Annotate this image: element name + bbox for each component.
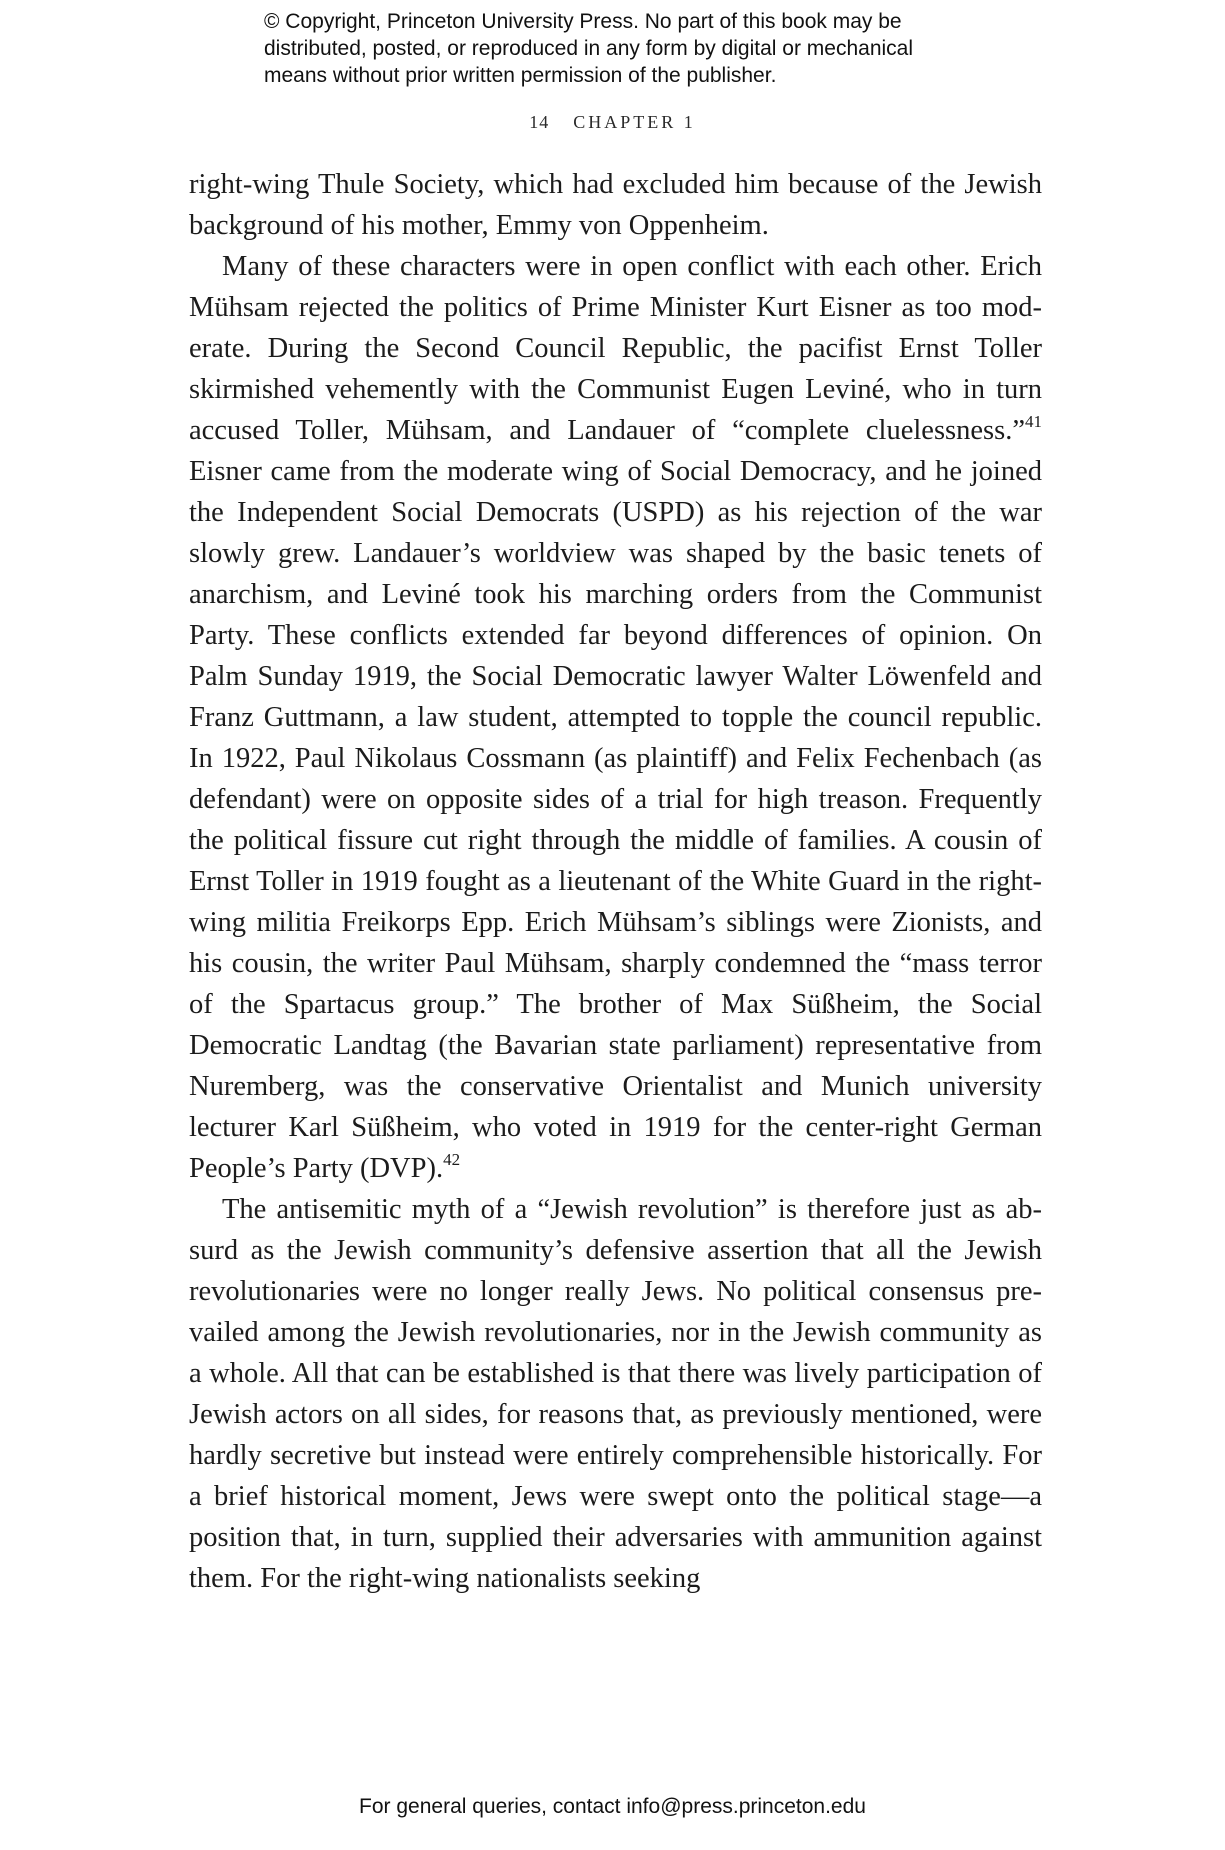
paragraph-2-text-a: Many of these characters were in open conflict with each other. Erich Mühsam rejected the politics of Prime Minister Kurt Eisner as too moderate. During the Second Council Republic, the pacifist Ernst Toller skirmished vehemently with the Communist Eugen Leviné, who in turn accused Toller, Mühsam, and Landauer of “complete cluelessness.” [189,251,1042,446]
copyright-line-3: means without prior written permission of the publisher. [264,64,777,87]
paragraph-2-text-b: Eisner came from the moderate wing of Social Democracy, and he joined the Independent Social Democrats (USPD) as his rejection of the war slowly grew. Landauer’s worldview was shaped by the basic tenets of anarchism, and Leviné took his marching orders from the Communist Party. These conflicts extended far beyond differences of opinion. On Palm Sunday 1919, the Social Democratic lawyer Walter Löwenfeld and Franz Guttmann, a law student, attempted to topple the council republic. In 1922, Paul Nikolaus Cossmann (as plaintiff) and Felix Fechenbach (as defendant) were on opposite sides of a trial for high treason. Frequently the political fissure cut right through the middle of families. A cousin of Ernst Toller in 1919 fought as a lieutenant of the White Guard in the right-wing militia Freikorps Epp. Erich Mühsam’s siblings were Zionists, and his cousin, the writer Paul Mühsam, sharply condemned the “mass terror of the Spartacus group.” The brother of Max Süßheim, the Social Democratic Landtag (the Bavarian state parliament) representative from Nuremberg, was the conservative Orientalist and Munich university lecturer Karl Süßheim, who voted in 1919 for the center-right German People’s Party (DVP). [189,456,1042,1184]
footnote-ref-41: 41 [1025,412,1042,431]
running-head [0,112,1225,133]
copyright-line-1: © Copyright, Princeton University Press. No part of this book may be [264,10,902,33]
paragraph-3 [189,1189,1042,1599]
paragraph-1-text: right-wing Thule Society, which had excluded him because of the Jewish background of his mother, Emmy von Oppenheim. [189,169,1042,241]
copyright-line-2: distributed, posted, or reproduced in any form by digital or mechanical [264,37,914,60]
copyright-notice [264,8,1004,89]
paragraph-1 [189,164,1042,246]
page-number: 14 [529,112,550,132]
footnote-ref-42: 42 [443,1150,461,1169]
chapter-label: CHAPTER 1 [573,112,696,132]
body-text [189,164,1042,1599]
footer-contact: For general queries, contact info@press.princeton.edu [359,1795,866,1818]
paragraph-3-text: The antisemitic myth of a “Jewish revolution” is therefore just as absurd as the Jewish community’s defensive assertion that all the Jewish revolutionaries were no longer really Jews. No political consensus prevailed among the Jewish revolutionaries, nor in the Jewish community as a whole. All that can be established is that there was lively participation of Jewish actors on all sides, for reasons that, as previously mentioned, were hardly secretive but instead were entirely comprehensible historically. For a brief historical moment, Jews were swept onto the political stage—a position that, in turn, supplied their adversaries with ammunition against them. For the right-wing nationalists seeking [189,1194,1042,1594]
paragraph-2 [189,246,1042,1189]
